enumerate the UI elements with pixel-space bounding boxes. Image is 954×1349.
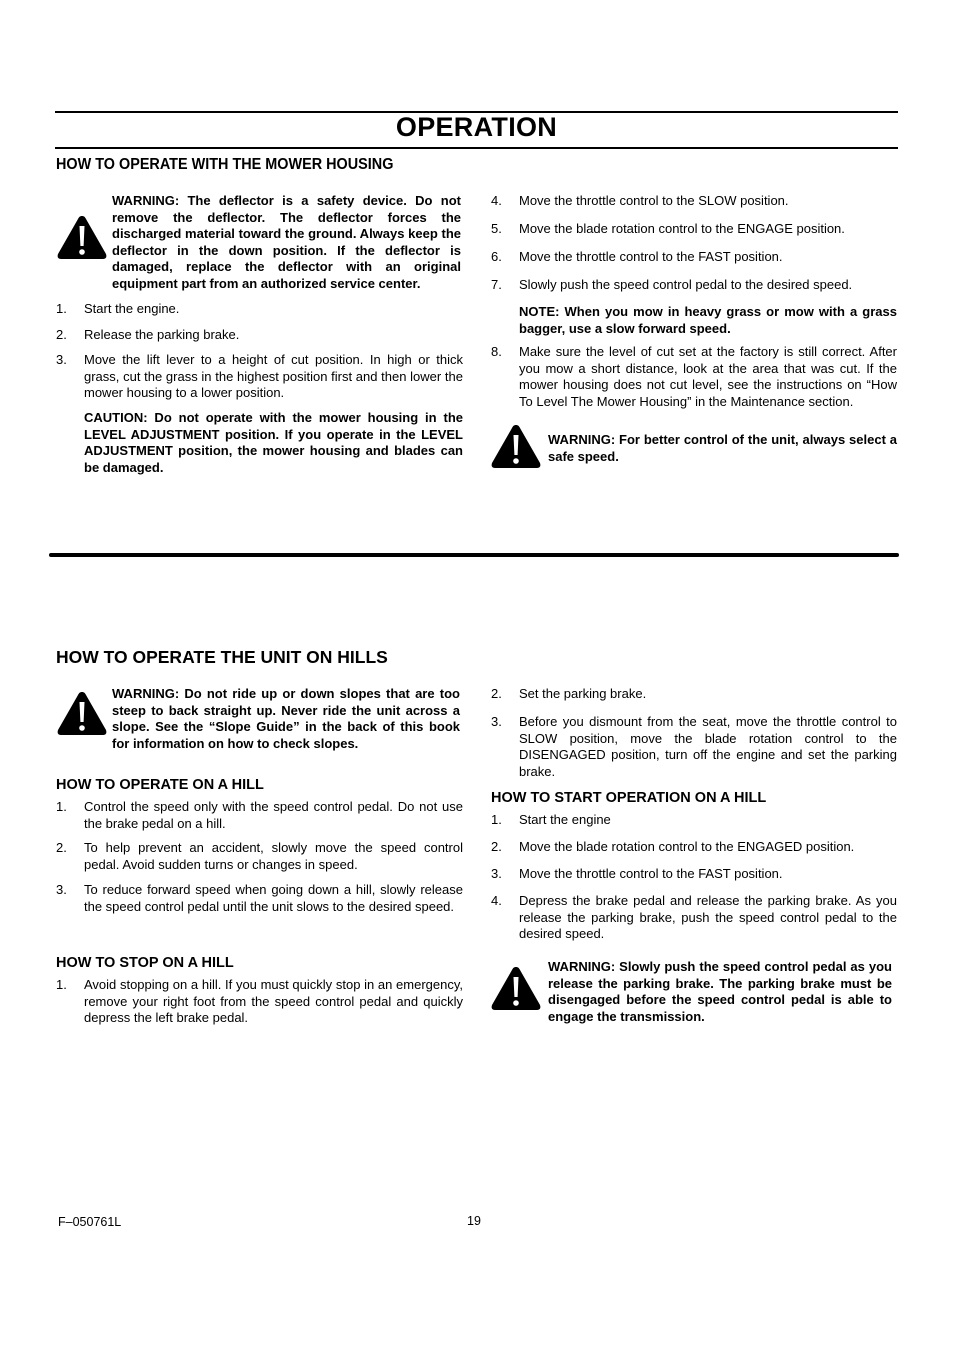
list-item: 4. Depress the brake pedal and release the parking brake. As you release the parking brake, push the speed control pedal to the desired speed.	[491, 893, 897, 942]
note-text: NOTE: When you mow in heavy grass or mow with a grass bagger, use a slow forward speed.	[519, 304, 897, 336]
warning-triangle-icon	[490, 423, 542, 469]
warning-triangle-icon	[56, 690, 108, 736]
list-item: 3. Before you dismount from the seat, move the throttle control to SLOW position, move the blade rotation control to the DISENGAGED position, turn off the engine and set the parking brake.	[491, 714, 897, 779]
list-item: 1. Avoid stopping on a hill. If you must quickly stop in an emergency, remove your right foot from the speed control pedal and quickly depress the left brake pedal.	[56, 977, 463, 1026]
title-bottom-rule	[55, 147, 898, 149]
brake-warning: WARNING: Slowly push the speed control pedal as you release the parking brake. The parking brake must be disengaged before the speed control pedal is able to engage the transmission.	[548, 959, 892, 1024]
list-item: 3. To reduce forward speed when going down a hill, slowly release the speed control pedal until the unit slows to the desired speed.	[56, 882, 463, 914]
list-item: 1. Control the speed only with the speed control pedal. Do not use the brake pedal on a hill.	[56, 799, 463, 831]
list-item: 8. Make sure the level of cut set at the factory is still correct. After you mow a short distance, look at the area that was cut. If the mower housing does not cut level, see the instructions on “How To Level The Mower Housing” in the Maintenance section.	[491, 344, 897, 409]
warning-triangle-icon	[56, 214, 108, 260]
section-divider	[49, 553, 899, 557]
section2-heading: HOW TO OPERATE THE UNIT ON HILLS	[56, 647, 388, 667]
slope-warning: WARNING: Do not ride up or down slopes that are too steep to back straight up. Never ride the unit across a slope. See the “Slope Guide” in the back of this book for information on how to check slopes.	[112, 686, 460, 751]
section1-warning: WARNING: The deflector is a safety device. Do not remove the deflector. The deflector forces the discharged material toward the ground. Always keep the deflector in the down position. If the deflector is damaged, replace the deflector with an original equipment part from an authorized service center.	[112, 193, 461, 291]
start-hill-heading: HOW TO START OPERATION ON A HILL	[491, 790, 767, 806]
caution-note: CAUTION: Do not operate with the mower housing in the LEVEL ADJUSTMENT position. If you operate in the LEVEL ADJUSTMENT position, the mower housing and blades can be damaged.	[84, 410, 463, 475]
page-number: 19	[467, 1214, 481, 1228]
stop-hill-heading: HOW TO STOP ON A HILL	[56, 955, 234, 971]
list-item: 3. Move the lift lever to a height of cut position. In high or thick grass, cut the grass in the highest position first and then lower the mower housing to a lower position.	[56, 352, 463, 401]
warning-triangle-icon	[490, 965, 542, 1011]
section1-speed-warning: WARNING: For better control of the unit, always select a safe speed.	[548, 432, 897, 464]
section1-heading: HOW TO OPERATE WITH THE MOWER HOUSING	[56, 156, 394, 173]
doc-code: F–050761L	[58, 1215, 122, 1229]
list-item: 2. To help prevent an accident, slowly move the speed control pedal. Avoid sudden turns or changes in speed.	[56, 840, 463, 872]
operate-hill-heading: HOW TO OPERATE ON A HILL	[56, 777, 264, 793]
page-title: OPERATION	[395, 112, 558, 142]
